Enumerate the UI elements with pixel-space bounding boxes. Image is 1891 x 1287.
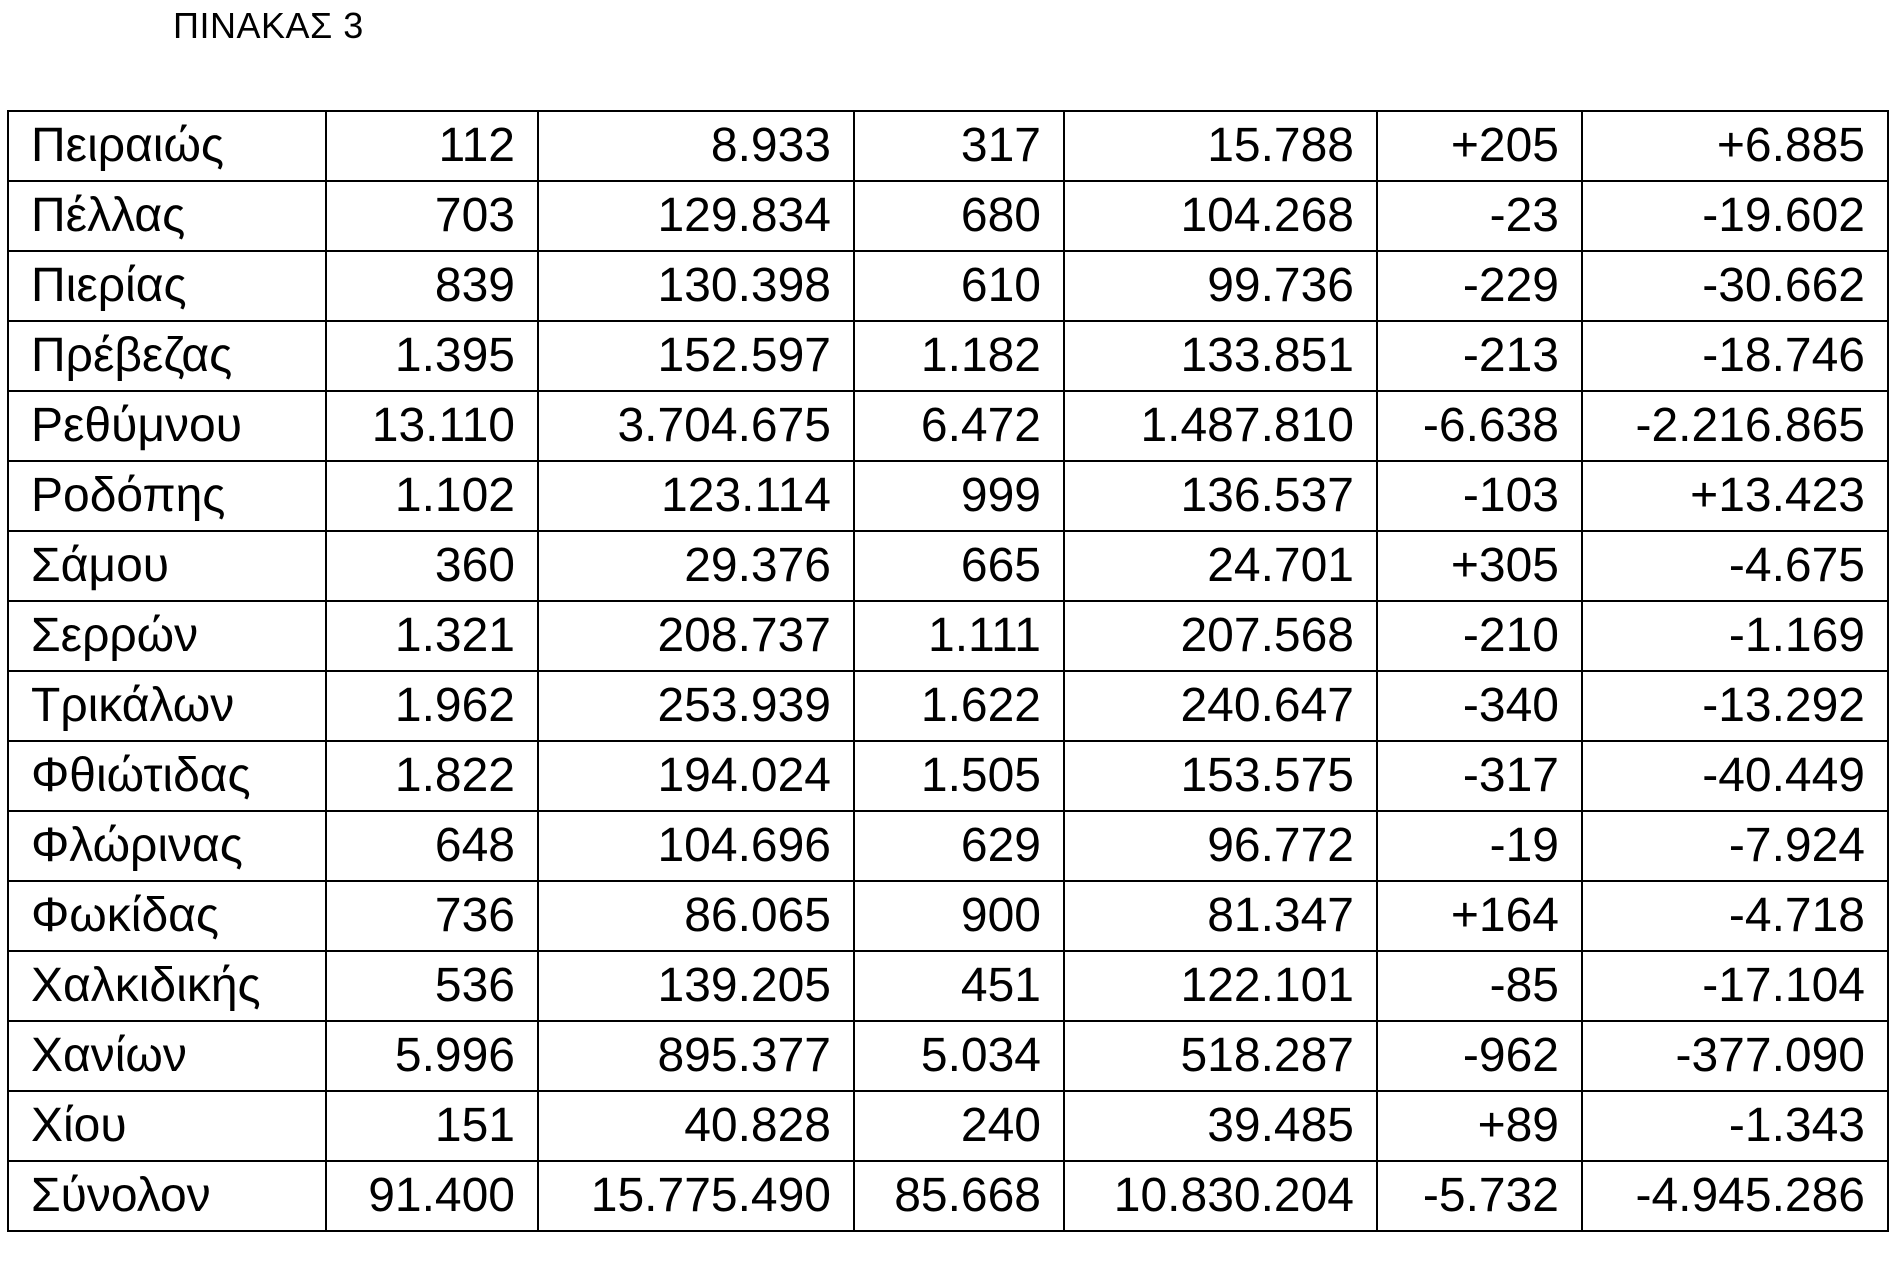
value-cell: 152.597 xyxy=(538,321,854,391)
value-cell: -377.090 xyxy=(1582,1021,1888,1091)
table-row xyxy=(8,321,1888,391)
value-cell: 1.111 xyxy=(854,601,1064,671)
value-cell: 139.205 xyxy=(538,951,854,1021)
region-cell: Σάμου xyxy=(8,531,326,601)
table-row xyxy=(8,391,1888,461)
value-cell: +13.423 xyxy=(1582,461,1888,531)
value-cell: 15.775.490 xyxy=(538,1161,854,1231)
value-cell: 1.102 xyxy=(326,461,538,531)
region-cell: Πειραιώς xyxy=(8,111,326,181)
value-cell: 96.772 xyxy=(1064,811,1377,881)
table-row xyxy=(8,111,1888,181)
value-cell: 317 xyxy=(854,111,1064,181)
region-cell: Ρεθύμνου xyxy=(8,391,326,461)
value-cell: 240 xyxy=(854,1091,1064,1161)
value-cell: -19.602 xyxy=(1582,181,1888,251)
value-cell: 1.822 xyxy=(326,741,538,811)
value-cell: -229 xyxy=(1377,251,1582,321)
value-cell: -4.675 xyxy=(1582,531,1888,601)
value-cell: -340 xyxy=(1377,671,1582,741)
table-row xyxy=(8,531,1888,601)
table-row xyxy=(8,811,1888,881)
value-cell: 6.472 xyxy=(854,391,1064,461)
value-cell: 104.696 xyxy=(538,811,854,881)
value-cell: -18.746 xyxy=(1582,321,1888,391)
value-cell: 839 xyxy=(326,251,538,321)
value-cell: 736 xyxy=(326,881,538,951)
value-cell: 1.962 xyxy=(326,671,538,741)
value-cell: +205 xyxy=(1377,111,1582,181)
value-cell: 680 xyxy=(854,181,1064,251)
value-cell: 1.505 xyxy=(854,741,1064,811)
table-body xyxy=(8,111,1888,1231)
value-cell: 1.182 xyxy=(854,321,1064,391)
value-cell: 129.834 xyxy=(538,181,854,251)
value-cell: 518.287 xyxy=(1064,1021,1377,1091)
value-cell: 15.788 xyxy=(1064,111,1377,181)
table-row xyxy=(8,741,1888,811)
value-cell: 629 xyxy=(854,811,1064,881)
table-row xyxy=(8,671,1888,741)
value-cell: 451 xyxy=(854,951,1064,1021)
document-title: ΠΙΝΑΚΑΣ 3 xyxy=(173,5,364,46)
value-cell: -19 xyxy=(1377,811,1582,881)
region-cell: Ροδόπης xyxy=(8,461,326,531)
value-cell: -13.292 xyxy=(1582,671,1888,741)
value-cell: 133.851 xyxy=(1064,321,1377,391)
region-cell: Πέλλας xyxy=(8,181,326,251)
value-cell: 104.268 xyxy=(1064,181,1377,251)
value-cell: 648 xyxy=(326,811,538,881)
value-cell: 360 xyxy=(326,531,538,601)
value-cell: -213 xyxy=(1377,321,1582,391)
region-cell: Σερρών xyxy=(8,601,326,671)
value-cell: 240.647 xyxy=(1064,671,1377,741)
total-row xyxy=(8,1161,1888,1231)
value-cell: -103 xyxy=(1377,461,1582,531)
table-row xyxy=(8,181,1888,251)
region-cell: Χανίων xyxy=(8,1021,326,1091)
value-cell: 665 xyxy=(854,531,1064,601)
value-cell: +6.885 xyxy=(1582,111,1888,181)
value-cell: 86.065 xyxy=(538,881,854,951)
value-cell: 207.568 xyxy=(1064,601,1377,671)
value-cell: 91.400 xyxy=(326,1161,538,1231)
value-cell: 253.939 xyxy=(538,671,854,741)
value-cell: -40.449 xyxy=(1582,741,1888,811)
value-cell: 130.398 xyxy=(538,251,854,321)
value-cell: +305 xyxy=(1377,531,1582,601)
region-cell: Φθιώτιδας xyxy=(8,741,326,811)
value-cell: 39.485 xyxy=(1064,1091,1377,1161)
value-cell: 1.487.810 xyxy=(1064,391,1377,461)
value-cell: 999 xyxy=(854,461,1064,531)
region-cell: Χίου xyxy=(8,1091,326,1161)
value-cell: 1.321 xyxy=(326,601,538,671)
value-cell: -5.732 xyxy=(1377,1161,1582,1231)
value-cell: -317 xyxy=(1377,741,1582,811)
value-cell: -6.638 xyxy=(1377,391,1582,461)
table-row xyxy=(8,951,1888,1021)
region-cell: Τρικάλων xyxy=(8,671,326,741)
table-row xyxy=(8,881,1888,951)
value-cell: -962 xyxy=(1377,1021,1582,1091)
value-cell: 136.537 xyxy=(1064,461,1377,531)
value-cell: 151 xyxy=(326,1091,538,1161)
value-cell: -2.216.865 xyxy=(1582,391,1888,461)
value-cell: 81.347 xyxy=(1064,881,1377,951)
value-cell: -1.169 xyxy=(1582,601,1888,671)
value-cell: 1.395 xyxy=(326,321,538,391)
region-cell: Φλώρινας xyxy=(8,811,326,881)
table-row xyxy=(8,461,1888,531)
value-cell: 5.034 xyxy=(854,1021,1064,1091)
value-cell: 29.376 xyxy=(538,531,854,601)
value-cell: 900 xyxy=(854,881,1064,951)
value-cell: 895.377 xyxy=(538,1021,854,1091)
table-row xyxy=(8,251,1888,321)
value-cell: 40.828 xyxy=(538,1091,854,1161)
value-cell: 194.024 xyxy=(538,741,854,811)
region-cell: Πρέβεζας xyxy=(8,321,326,391)
value-cell: -210 xyxy=(1377,601,1582,671)
region-cell: Σύνολον xyxy=(8,1161,326,1231)
value-cell: -7.924 xyxy=(1582,811,1888,881)
value-cell: 153.575 xyxy=(1064,741,1377,811)
value-cell: -1.343 xyxy=(1582,1091,1888,1161)
value-cell: 5.996 xyxy=(326,1021,538,1091)
region-cell: Πιερίας xyxy=(8,251,326,321)
value-cell: 123.114 xyxy=(538,461,854,531)
value-cell: +164 xyxy=(1377,881,1582,951)
value-cell: -4.945.286 xyxy=(1582,1161,1888,1231)
value-cell: -23 xyxy=(1377,181,1582,251)
value-cell: 24.701 xyxy=(1064,531,1377,601)
value-cell: 99.736 xyxy=(1064,251,1377,321)
table-row xyxy=(8,1021,1888,1091)
value-cell: 3.704.675 xyxy=(538,391,854,461)
table-row xyxy=(8,1091,1888,1161)
region-cell: Χαλκιδικής xyxy=(8,951,326,1021)
value-cell: 10.830.204 xyxy=(1064,1161,1377,1231)
value-cell: 112 xyxy=(326,111,538,181)
value-cell: -85 xyxy=(1377,951,1582,1021)
table-row xyxy=(8,601,1888,671)
value-cell: 208.737 xyxy=(538,601,854,671)
value-cell: -4.718 xyxy=(1582,881,1888,951)
value-cell: 13.110 xyxy=(326,391,538,461)
data-table xyxy=(7,110,1889,1232)
region-cell: Φωκίδας xyxy=(8,881,326,951)
value-cell: -30.662 xyxy=(1582,251,1888,321)
value-cell: +89 xyxy=(1377,1091,1582,1161)
value-cell: 85.668 xyxy=(854,1161,1064,1231)
value-cell: 536 xyxy=(326,951,538,1021)
value-cell: 610 xyxy=(854,251,1064,321)
value-cell: 703 xyxy=(326,181,538,251)
value-cell: 122.101 xyxy=(1064,951,1377,1021)
value-cell: -17.104 xyxy=(1582,951,1888,1021)
value-cell: 8.933 xyxy=(538,111,854,181)
value-cell: 1.622 xyxy=(854,671,1064,741)
